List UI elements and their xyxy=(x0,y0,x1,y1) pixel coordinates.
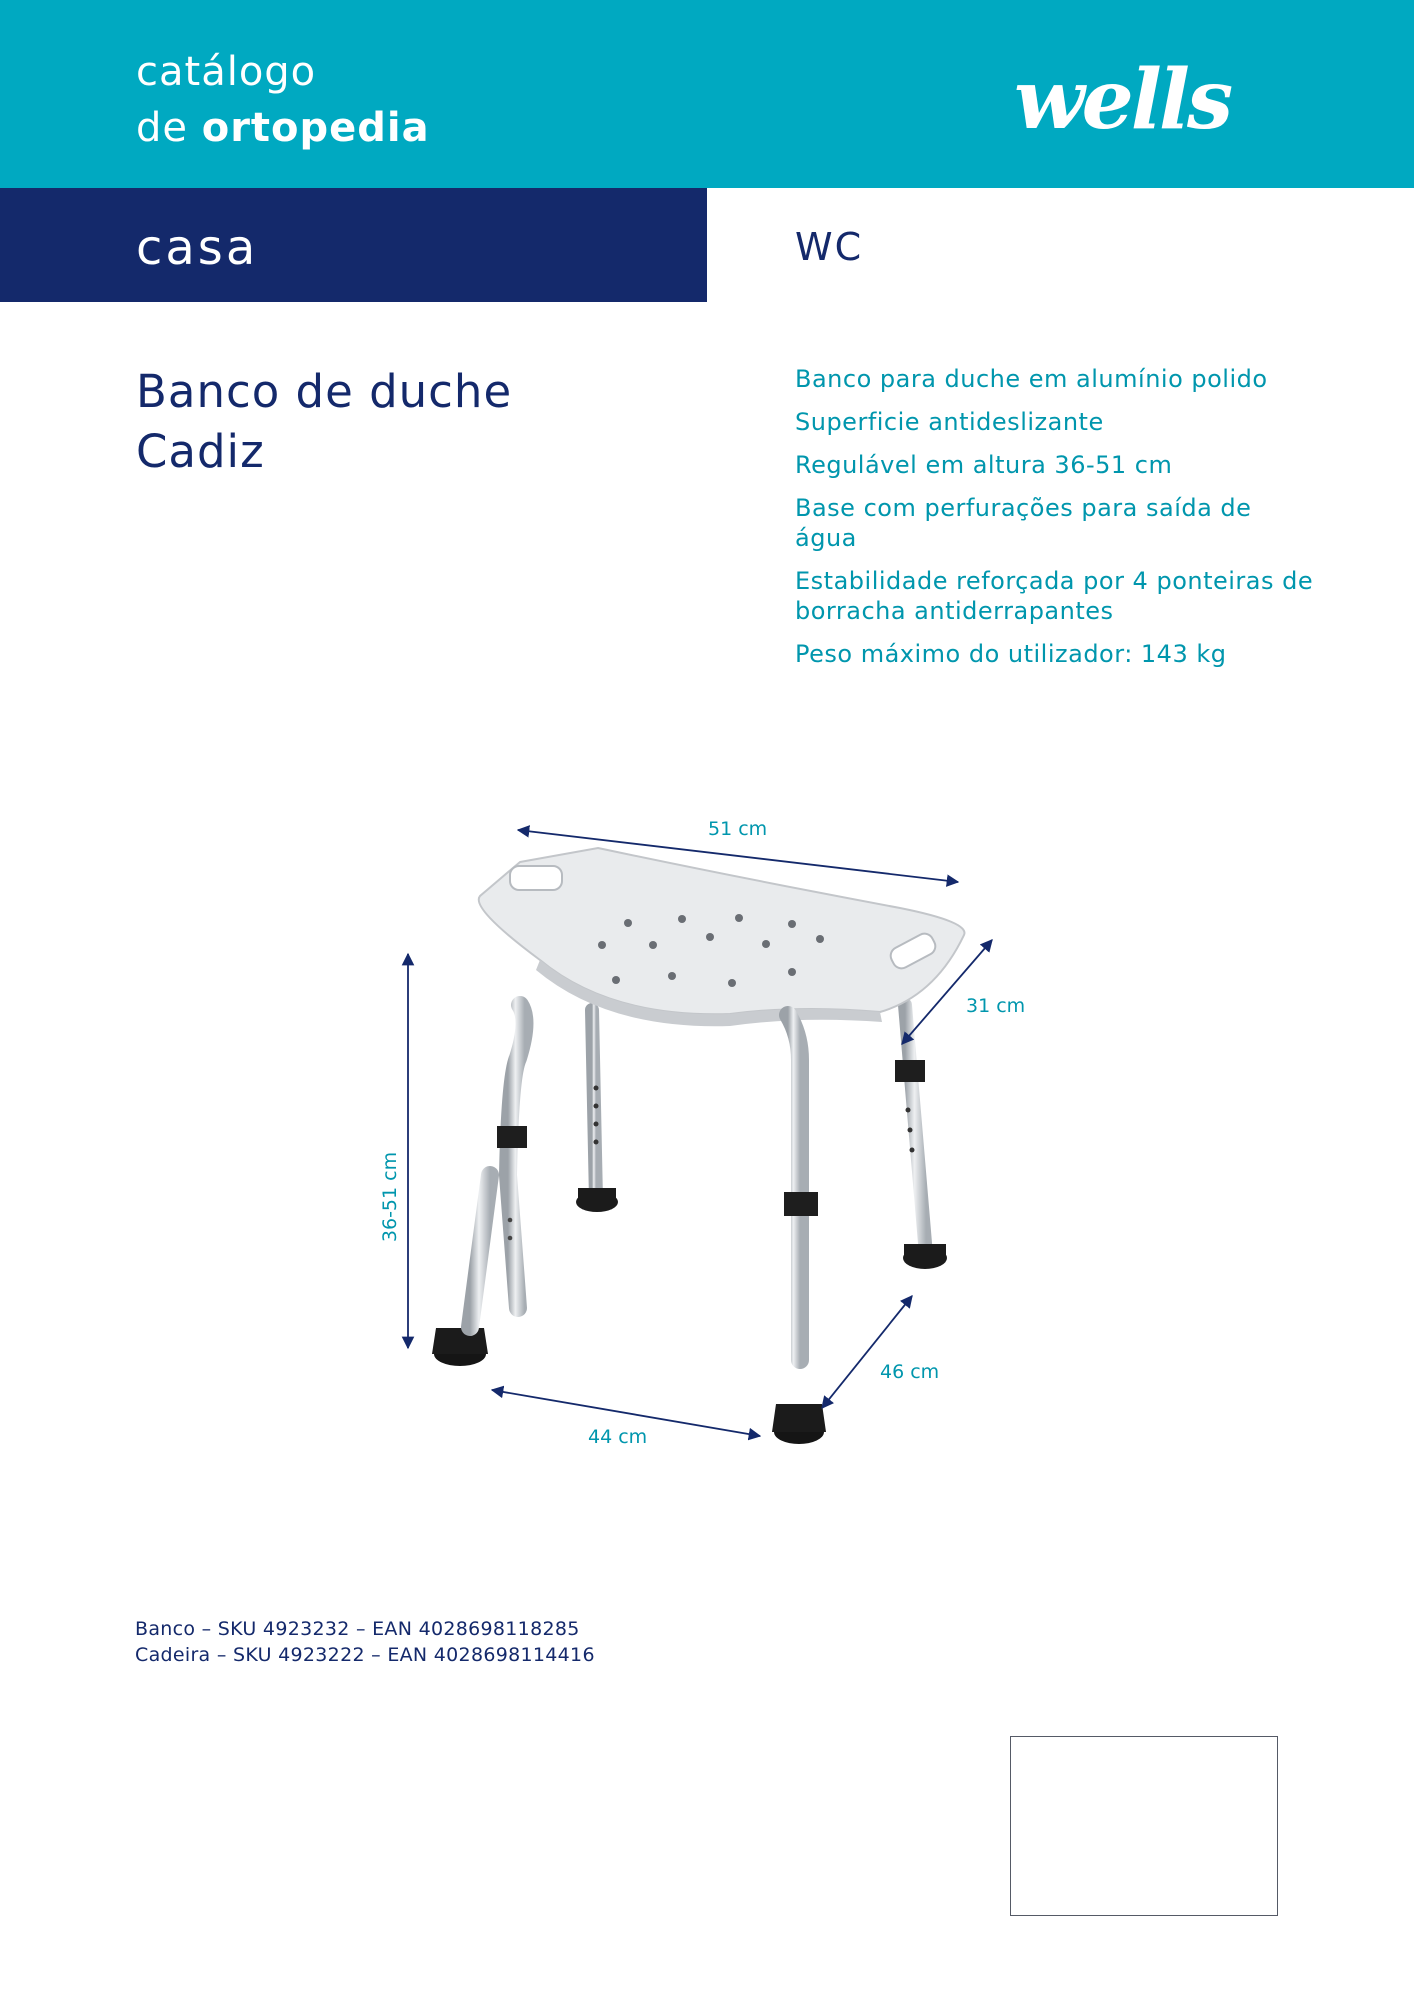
feature-item: Peso máximo do utilizador: 143 kg xyxy=(795,640,1227,668)
sku-line: Cadeira – SKU 4923222 – EAN 4028698114416 xyxy=(135,1644,595,1666)
dimension-width-top: 51 cm xyxy=(708,818,768,840)
product-title-line1: Banco de duche xyxy=(136,365,513,418)
catalog-title-prefix: de xyxy=(136,105,188,151)
dimension-depth-base: 46 cm xyxy=(880,1361,940,1383)
feature-item: Superficie antideslizante xyxy=(795,408,1104,436)
back-right-leg xyxy=(895,1005,947,1269)
category-band xyxy=(0,188,707,302)
wells-logo-text: wells xyxy=(1014,52,1231,148)
subcategory-label: WC xyxy=(795,225,864,269)
front-left-leg xyxy=(432,1005,527,1366)
front-right-leg xyxy=(772,1015,826,1444)
feature-item: Banco para duche em alumínio polido xyxy=(795,365,1268,393)
product-title-line2: Cadiz xyxy=(136,425,265,478)
catalog-title xyxy=(136,44,430,156)
feature-item: Base com perfurações para saída de água xyxy=(795,494,1252,552)
back-left-leg xyxy=(576,1010,618,1212)
catalog-title-line1: catálogo xyxy=(136,49,317,95)
product-title xyxy=(136,362,512,482)
dimension-depth-top: 31 cm xyxy=(966,995,1026,1017)
feature-item: Estabilidade reforçada por 4 ponteiras de borracha antiderrapantes xyxy=(795,567,1314,625)
feature-list xyxy=(795,364,1315,682)
catalog-title-line2 xyxy=(136,100,430,156)
sku-block xyxy=(135,1616,595,1668)
catalog-title-bold: ortopedia xyxy=(201,105,430,151)
dimension-height: 36-51 cm xyxy=(379,1151,401,1243)
dimension-width-base: 44 cm xyxy=(588,1426,648,1448)
sku-line: Banco – SKU 4923232 – EAN 4028698118285 xyxy=(135,1618,580,1640)
wells-logo xyxy=(1010,52,1280,148)
product-image xyxy=(360,800,1040,1500)
feature-item: Regulável em altura 36-51 cm xyxy=(795,451,1173,479)
stamp-box xyxy=(1010,1736,1278,1916)
category-label: casa xyxy=(136,220,259,276)
